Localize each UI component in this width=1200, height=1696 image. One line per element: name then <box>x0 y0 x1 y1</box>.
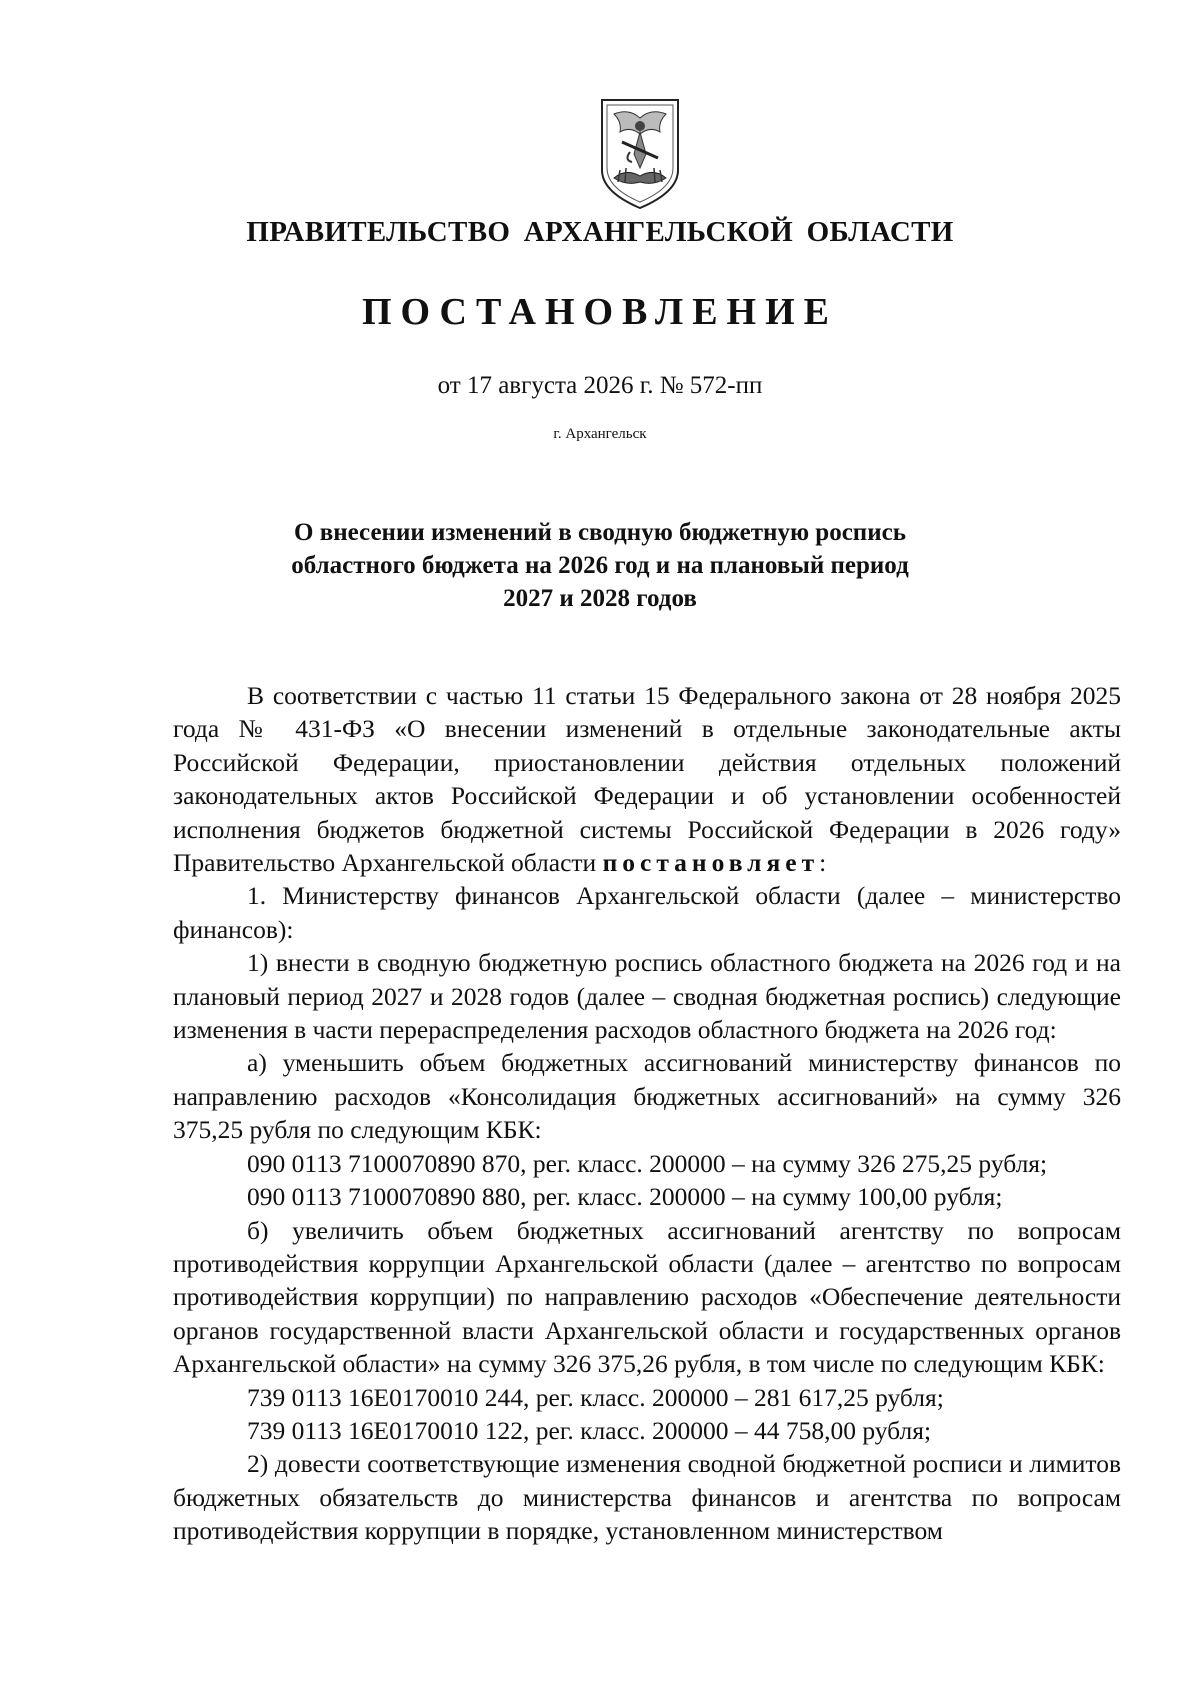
document-subject <box>0 516 1200 615</box>
paragraph-1-1: 1) внести в сводную бюджетную роспись областного бюджета на 2026 год и на плановый период 2027 и 2028 годов (далее – сводная бюджетная роспись) следующие изменения в части перераспределения расходов областного бюджета на 2026 год: <box>173 948 1121 1045</box>
document-type-title: ПОСТАНОВЛЕНИЕ <box>361 291 839 333</box>
decree-colon: : <box>819 848 827 878</box>
coat-of-arms-emblem <box>596 96 684 210</box>
preamble-text: В соответствии с частью 11 статьи 15 Федерального закона от 28 ноября 2025 года № 431-ФЗ «О внесении изменений в отдельные законодательные акты Российской Федерации, приостановлении действия отдельных положений законодательных актов Российской Федерации и об установлении особенностей исполнения бюджетов бюджетной системы Российской Федерации в 2026 году» Правительство Архангельской области <box>173 681 1121 878</box>
paragraph-1-1-a: а) уменьшить объем бюджетных ассигнований министерству финансов по направлению расходов «Консолидация бюджетных ассигнований» на сумму 326 375,25 рубля по следующим КБК: <box>173 1048 1121 1145</box>
paragraph-1-1-b: б) увеличить объем бюджетных ассигнований агентству по вопросам противодействия коррупции Архангельской области (далее – агентство по вопросам противодействия коррупции) по направлению расходов «Обеспечение деятельности органов государственной власти Архангельской области и государственных органов Архангельской области» на сумму 326 375,26 рубля, в том числе по следующим КБК: <box>173 1215 1121 1379</box>
kbk-line-2: 090 0113 7100070890 880, рег. класс. 200000 – на сумму 100,00 рубля; <box>247 1182 1003 1212</box>
document-date-number: от 17 августа 2026 г. № 572-пп <box>437 372 763 399</box>
paragraph-1: 1. Министерству финансов Архангельской области (далее – министерство финансов): <box>173 881 1121 944</box>
kbk-line-3: 739 0113 16Е0170010 244, рег. класс. 200000 – 281 617,25 рубля; <box>247 1382 944 1412</box>
subject-line-2: областного бюджета на 2026 год и на плановый период <box>291 552 909 579</box>
paragraph-1-2: 2) довести соответствующие изменения сводной бюджетной росписи и лимитов бюджетных обязательств до министерства финансов и агентства по вопросам противодействия коррупции в порядке, установленном министерством <box>173 1449 1121 1546</box>
subject-line-3: 2027 и 2028 годов <box>503 585 697 612</box>
document-body <box>173 679 1121 1548</box>
kbk-line-1: 090 0113 7100070890 870, рег. класс. 200000 – на сумму 326 275,25 рубля; <box>247 1148 1048 1178</box>
government-title: ПРАВИТЕЛЬСТВО АРХАНГЕЛЬСКОЙ ОБЛАСТИ <box>246 216 954 248</box>
subject-line-1: О внесении изменений в сводную бюджетную роспись <box>294 519 906 546</box>
preamble-paragraph <box>173 679 1121 879</box>
kbk-line-4: 739 0113 16Е0170010 122, рег. класс. 200000 – 44 758,00 рубля; <box>247 1415 932 1445</box>
document-city: г. Архангельск <box>553 426 647 442</box>
decree-word: постановляет <box>602 848 820 878</box>
